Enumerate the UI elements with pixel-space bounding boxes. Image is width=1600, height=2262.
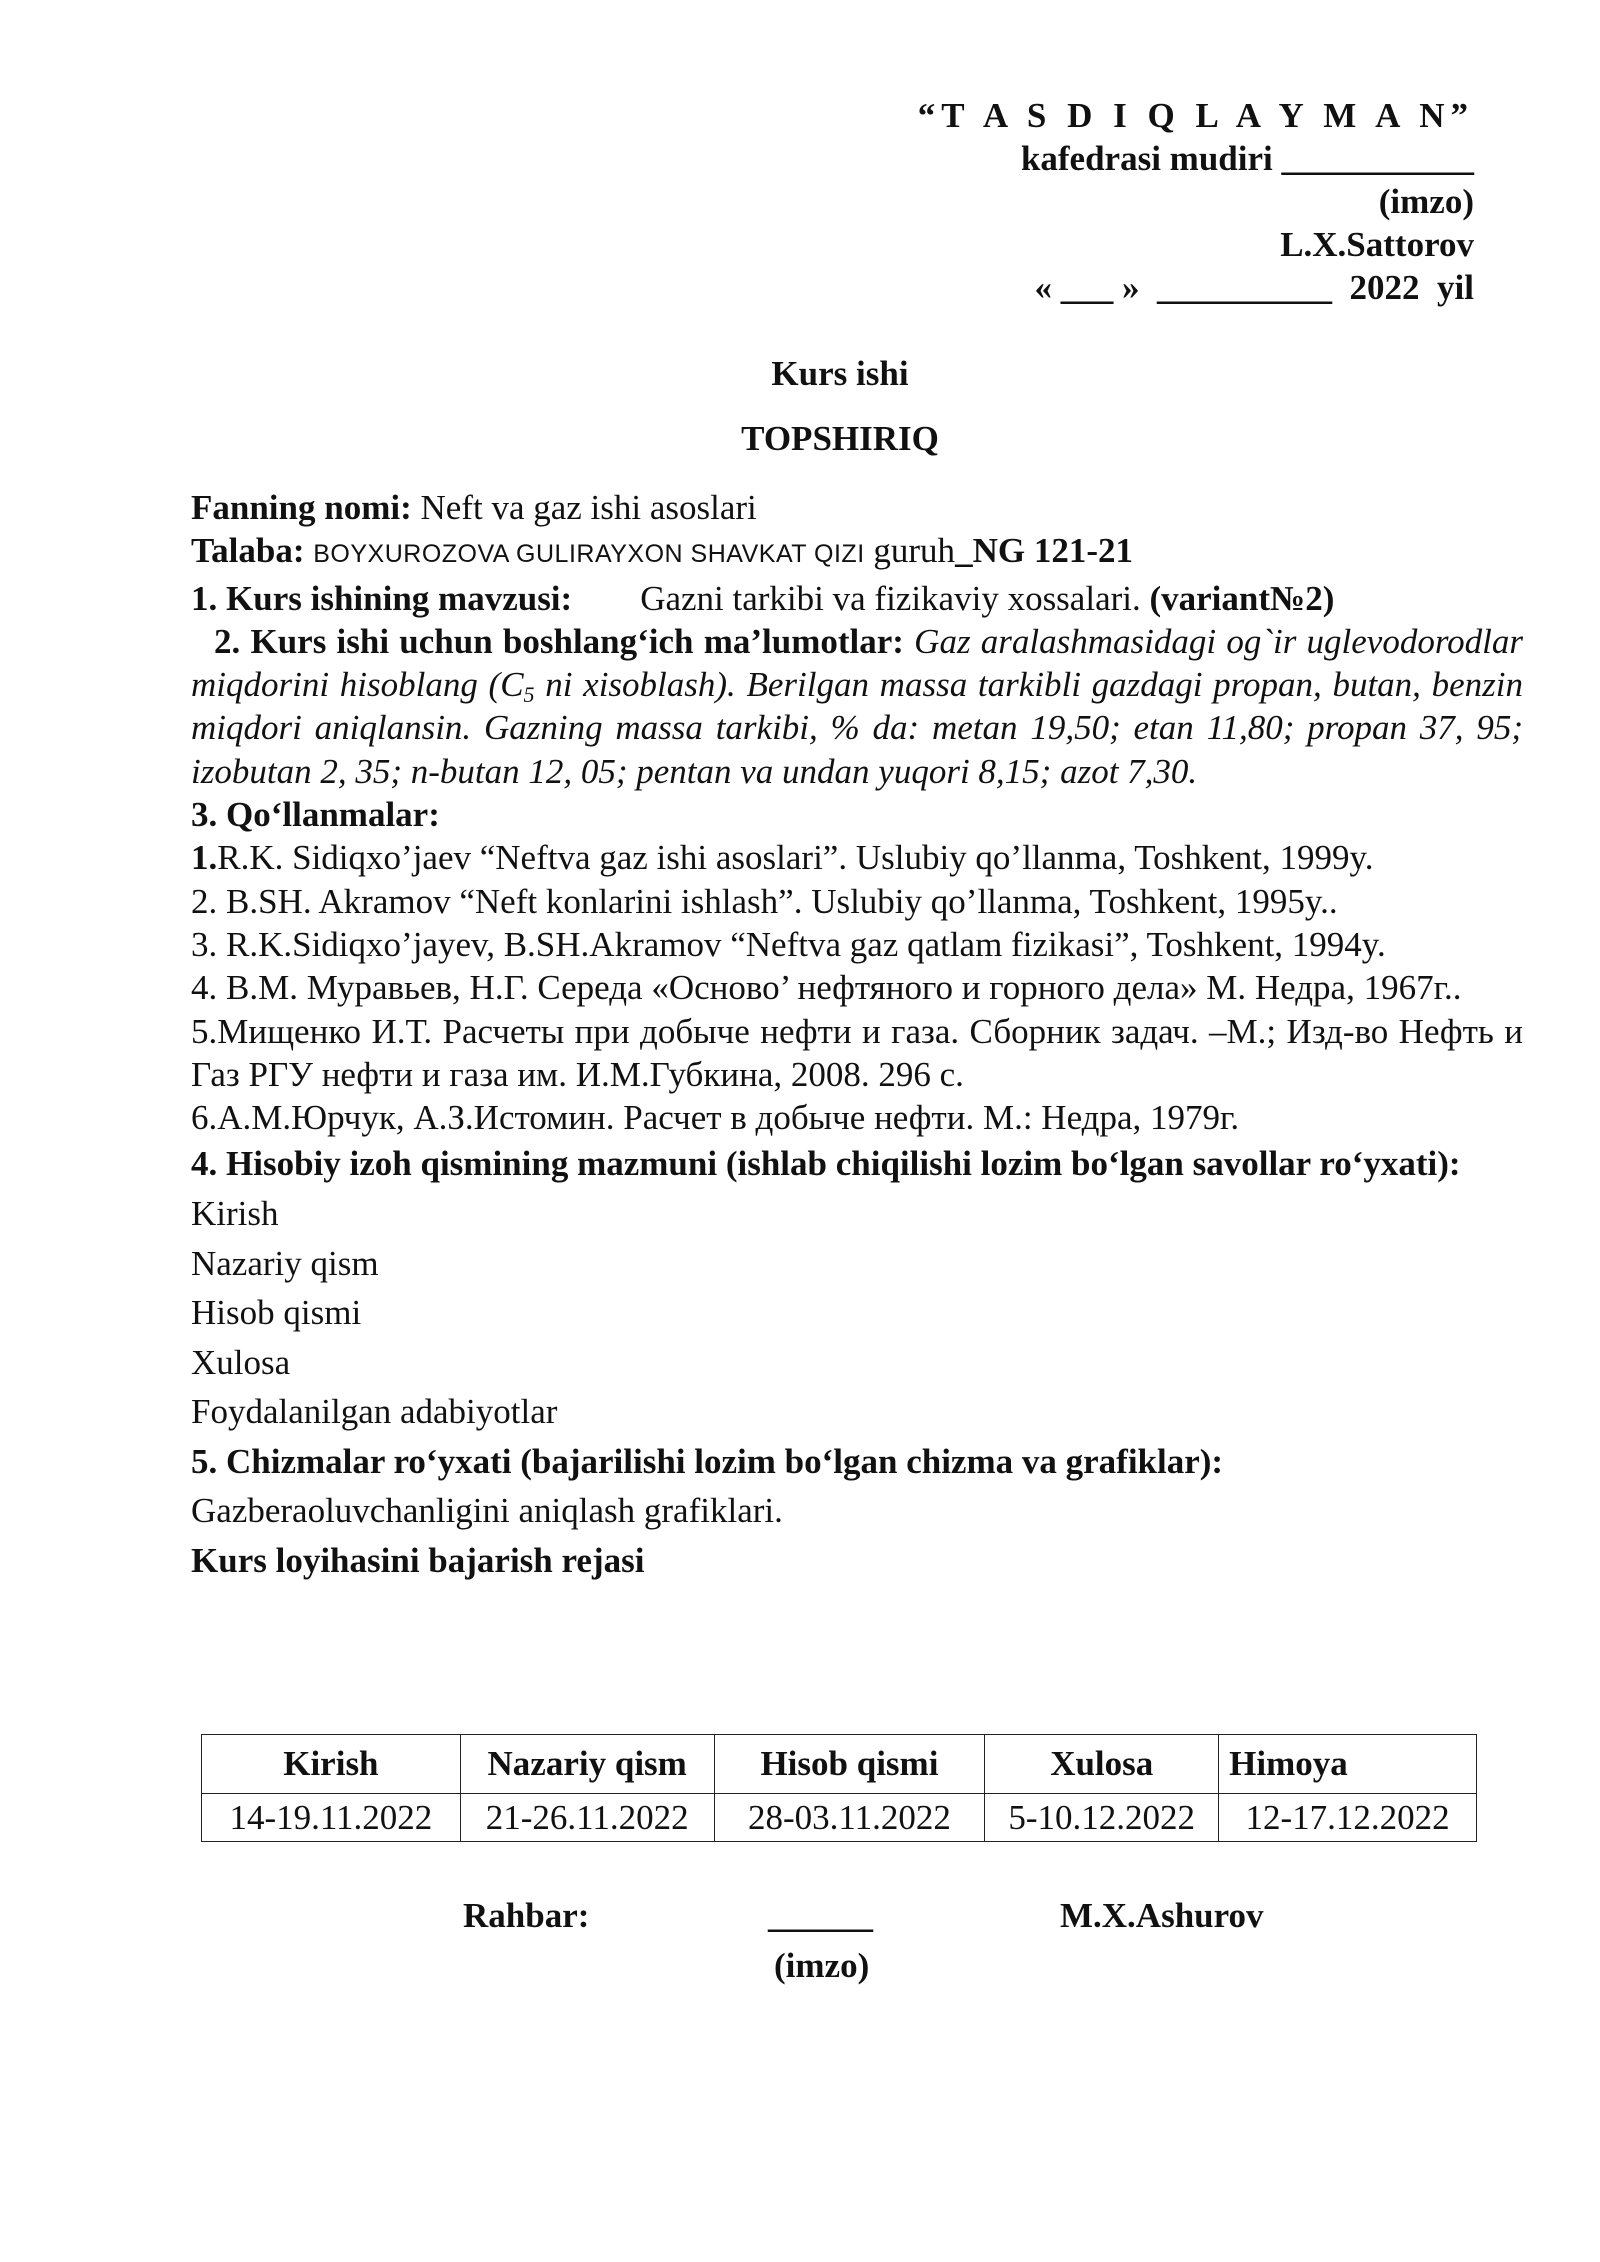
table-header-cell: Xulosa	[985, 1735, 1219, 1794]
contents-item: Foydalanilgan adabiyotlar	[191, 1392, 558, 1432]
drawings-value: Gazberaoluvchanligini aniqlash grafiklari.	[191, 1491, 783, 1531]
supervisor-name: M.X.Ashurov	[1060, 1896, 1264, 1935]
reference-item: 5.Мищенко И.Т. Расчеты при добыче нефти и газа. Сборник задач. –М.; Изд-во Нефть и Газ РГУ нефти и газа им. И.М.Губкина, 2008. 296 с.	[191, 1011, 1523, 1094]
student-line	[191, 529, 1523, 576]
subject-line	[191, 486, 1523, 529]
approval-date: « ___ » __________ 2022 yil	[1034, 268, 1474, 307]
reference-item: 4. В.М. Муравьев, Н.Г. Середа «Осново’ нефтяного и горного дела» М. Недра, 1967г..	[191, 968, 1462, 1008]
approval-stamp: “T A S D I Q L A Y M A N”	[917, 96, 1474, 135]
contents-item: Xulosa	[191, 1342, 291, 1382]
document-kind: Kurs ishi	[771, 354, 909, 393]
reference-item	[191, 836, 1523, 879]
drawings-heading: 5. Chizmalar ro‘yxati (bajarilishi lozim bo‘lgan chizma va grafiklar):	[191, 1441, 1224, 1481]
subject-value: Neft va gaz ishi asoslari	[411, 488, 757, 527]
supervisor-sign-line: ______	[768, 1896, 873, 1935]
group-prefix: guruh	[864, 531, 956, 571]
reference-1-number: 1.	[191, 838, 218, 878]
table-cell: 14-19.11.2022	[202, 1794, 461, 1842]
topic-label: 1. Kurs ishining mavzusi:	[191, 578, 573, 618]
approval-block	[914, 94, 1474, 309]
reference-item: 6.А.М.Юрчук, А.З.Истомин. Расчет в добыче нефти. М.: Недра, 1979г.	[191, 1098, 1240, 1138]
table-header-row	[202, 1735, 1477, 1794]
approval-sign-note: (imzo)	[1378, 182, 1474, 221]
document-title: TOPSHIRIQ	[741, 419, 939, 458]
initial-data-text-a: Gaz aralashmasidagi og`ir uglevodorodlar miqdorini hisoblang (C	[191, 621, 1524, 705]
group-code: _NG 121-21	[955, 531, 1133, 571]
topic-value: Gazni tarkibi va fizikaviy xossalari.	[640, 578, 1150, 618]
subject-label: Fanning nomi:	[191, 488, 412, 527]
table-cell: 21-26.11.2022	[460, 1794, 714, 1842]
topic-line	[191, 577, 1523, 620]
supervisor-label: Rahbar:	[463, 1896, 590, 1935]
contents-item: Kirish	[191, 1194, 279, 1234]
reference-1-text: R.K. Sidiqxo’jaev “Neftva gaz ishi asoslari”. Uslubiy qo’llanma, Toshkent, 1999y.	[217, 838, 1374, 878]
contents-item: Nazariy qism	[191, 1243, 379, 1283]
contents-heading: 4. Hisobiy izoh qismining mazmuni (ishlab chiqilishi lozim bo‘lgan savollar ro‘yxati):	[191, 1144, 1461, 1184]
student-label: Talaba:	[191, 531, 305, 571]
document-body	[191, 486, 1523, 1585]
table-header-cell: Kirish	[202, 1735, 461, 1794]
table-header-cell: Hisob qismi	[714, 1735, 985, 1794]
initial-data-text-b: ni xisoblash). Berilgan massa tarkibli gazdagi propan, butan, benzin miqdori aniqlansin. Gazning massa tarkibi, % da: metan 19,50; etan 11,80; propan 37, 95; izobutan 2, 35; n-butan 12, 05; pentan va undan yuqori 8,15; azot 7,30.	[191, 665, 1523, 791]
initial-data-subscript: 5	[523, 682, 535, 708]
initial-data-paragraph	[191, 620, 1523, 793]
reference-item: 2. B.SH. Akramov “Neft konlarini ishlash”. Uslubiy qo’llanma, Toshkent, 1995y..	[191, 881, 1338, 921]
plan-title: Kurs loyihasini bajarish rejasi	[191, 1540, 645, 1580]
initial-data-label: 2. Kurs ishi uchun boshlang‘ich ma’lumotlar:	[214, 621, 904, 661]
schedule-table	[201, 1734, 1477, 1842]
topic-variant: (variant№2)	[1149, 578, 1335, 618]
supervisor-sign-note: (imzo)	[774, 1946, 870, 1985]
table-cell: 28-03.11.2022	[714, 1794, 985, 1842]
contents-list	[191, 1189, 1523, 1585]
table-header-cell: Himoya	[1219, 1735, 1477, 1794]
approval-role: kafedrasi mudiri ___________	[1020, 139, 1474, 178]
student-name: BOYXUROZOVA GULIRAYXON SHAVKAT QIZI	[313, 540, 865, 569]
table-row	[202, 1794, 1477, 1842]
table-cell: 12-17.12.2022	[1219, 1794, 1477, 1842]
reference-item: 3. R.K.Sidiqxo’jayev, B.SH.Akramov “Neftva gaz qatlam fizikasi”, Toshkent, 1994y.	[191, 924, 1386, 964]
table-header-cell: Nazariy qism	[460, 1735, 714, 1794]
table-cell: 5-10.12.2022	[985, 1794, 1219, 1842]
approval-name: L.X.Sattorov	[1280, 225, 1474, 264]
references-heading: 3. Qo‘llanmalar:	[191, 795, 440, 835]
contents-item: Hisob qismi	[191, 1293, 362, 1333]
